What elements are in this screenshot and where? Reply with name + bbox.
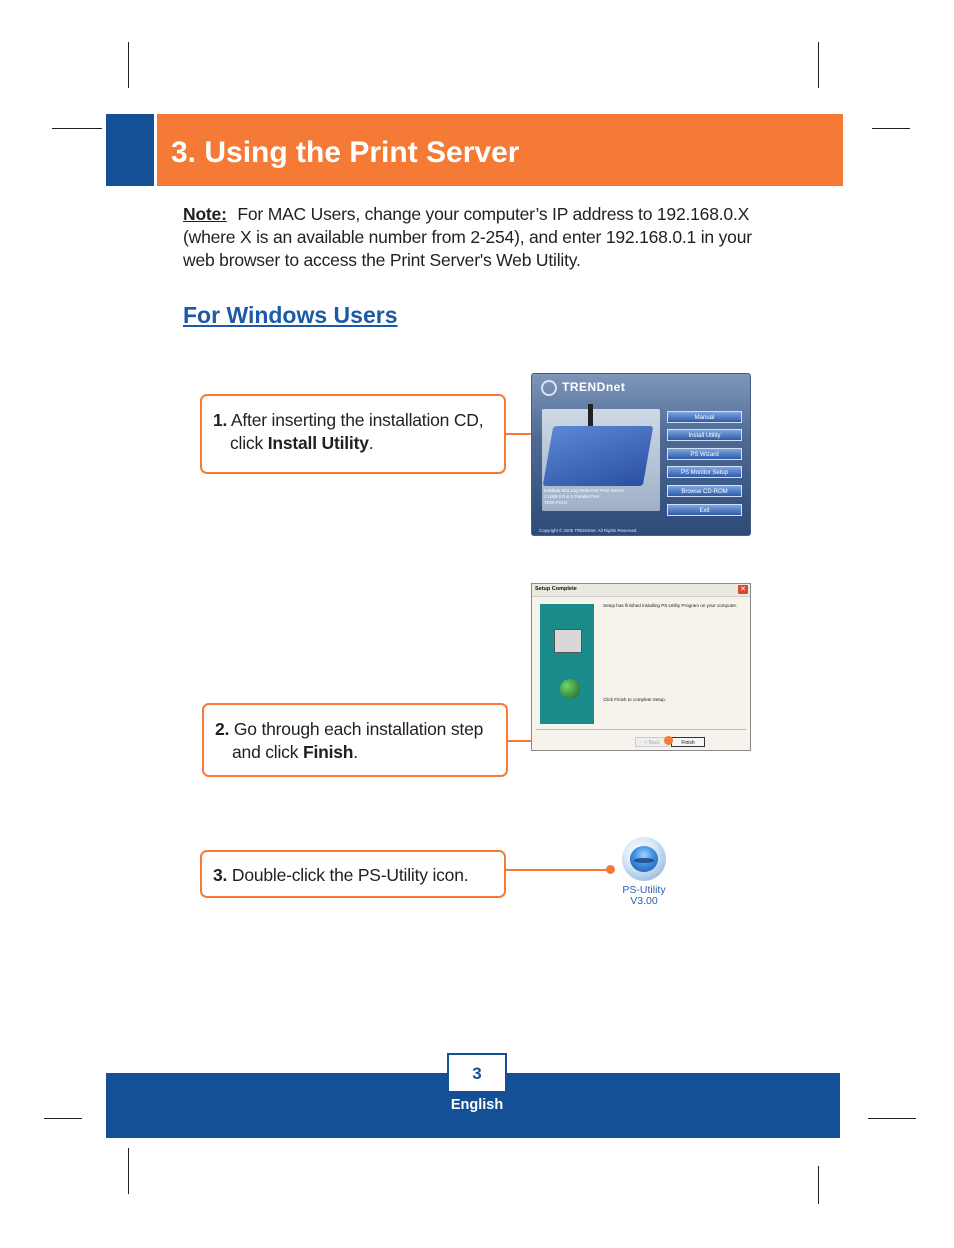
- print-server-device-image: [543, 426, 654, 486]
- manual-button[interactable]: Manual: [667, 411, 742, 423]
- header-band: [157, 114, 843, 186]
- page-number: 3: [472, 1064, 482, 1083]
- ps-utility-name: PS-Utility: [622, 884, 666, 896]
- dialog-instruction: Click Finish to complete Setup.: [603, 697, 667, 702]
- step-1-suffix: .: [368, 433, 374, 453]
- step-2-pointer-dot: [664, 736, 673, 745]
- note-label: Note:: [183, 204, 227, 224]
- step-2-callout: [202, 703, 508, 777]
- finish-button[interactable]: Finish: [671, 737, 705, 747]
- step-1-callout: [200, 394, 506, 474]
- antenna-icon: [588, 404, 593, 428]
- header-blue-block: [106, 114, 154, 186]
- page-number-box: [447, 1053, 507, 1093]
- step-2-bold: Finish: [302, 742, 354, 762]
- back-button[interactable]: < Back: [635, 737, 669, 747]
- crop-mark-top-left: [128, 42, 129, 88]
- globe-icon: [560, 679, 580, 699]
- ps-utility-icon[interactable]: [622, 837, 666, 881]
- close-icon[interactable]: ✕: [738, 585, 748, 594]
- crop-mark-right-lower: [868, 1118, 916, 1119]
- step-3-number: 3.: [213, 865, 228, 885]
- crop-mark-right-upper: [872, 128, 910, 129]
- crop-mark-left-upper: [52, 128, 102, 129]
- step-3-connector: [506, 869, 610, 871]
- setup-complete-screenshot: [531, 583, 751, 751]
- caption-line-3: TEW-P21G: [544, 500, 568, 505]
- installer-copyright: Copyright © 2005 TRENDnet. All Rights Reserved.: [539, 528, 638, 533]
- ps-utility-band: [634, 858, 654, 863]
- trendnet-logo-icon: [541, 380, 557, 396]
- crop-mark-bottom-right: [818, 1166, 819, 1204]
- note-text: For MAC Users, change your computer’s IP address to 192.168.0.X (where X is an available number from 2-254), and enter 192.168.0.1 in your web browser to access the Print Server's Web Utility.: [183, 204, 752, 270]
- crop-mark-bottom-left: [128, 1148, 129, 1194]
- device-caption: [544, 488, 624, 506]
- installer-screenshot: [531, 373, 751, 536]
- step-2-suffix: .: [353, 742, 358, 762]
- dialog-divider: [536, 729, 746, 730]
- caption-line-2: 2 USB 2.0 & 1 Parallel Port: [544, 494, 600, 499]
- crop-mark-left-lower: [44, 1118, 82, 1119]
- dialog-message: Setup has finished installing PS-Utility Program on your computer.: [603, 603, 738, 608]
- computer-icon: [554, 629, 582, 653]
- page-title: 3. Using the Print Server: [171, 136, 520, 169]
- crop-mark-top-right: [818, 42, 819, 88]
- step-1-bold: Install Utility: [267, 433, 369, 453]
- install-utility-button[interactable]: Install Utility: [667, 429, 742, 441]
- ps-monitor-setup-button[interactable]: PS Monitor Setup: [667, 466, 742, 478]
- installer-logo: TRENDnet: [562, 380, 626, 394]
- step-2-number: 2.: [215, 719, 230, 739]
- browse-cd-rom-button[interactable]: Browse CD-ROM: [667, 485, 742, 497]
- step-1-number: 1.: [213, 410, 228, 430]
- step-2-text: Go through each installation step and click: [232, 719, 484, 762]
- ps-wizard-button[interactable]: PS Wizard: [667, 448, 742, 460]
- caption-line-1: 54Mbps 802.11g Multi-Port Print Server: [544, 488, 625, 493]
- dialog-side-graphic: [540, 604, 594, 724]
- step-3-pointer-dot: [606, 865, 615, 874]
- section-title: For Windows Users: [183, 302, 398, 328]
- mac-note: [183, 203, 783, 272]
- step-3-callout: [200, 850, 506, 898]
- ps-utility-globe: [630, 846, 658, 872]
- exit-button[interactable]: Exit: [667, 504, 742, 516]
- dialog-titlebar: [532, 584, 750, 597]
- language-label: English: [450, 1097, 504, 1113]
- dialog-title: Setup Complete: [535, 586, 577, 592]
- step-3-text: Double-click the PS-Utility icon.: [231, 865, 469, 885]
- ps-utility-label[interactable]: [604, 885, 684, 907]
- step-1-text: After inserting the installation CD, click: [230, 410, 484, 453]
- ps-utility-version: V3.00: [630, 895, 658, 907]
